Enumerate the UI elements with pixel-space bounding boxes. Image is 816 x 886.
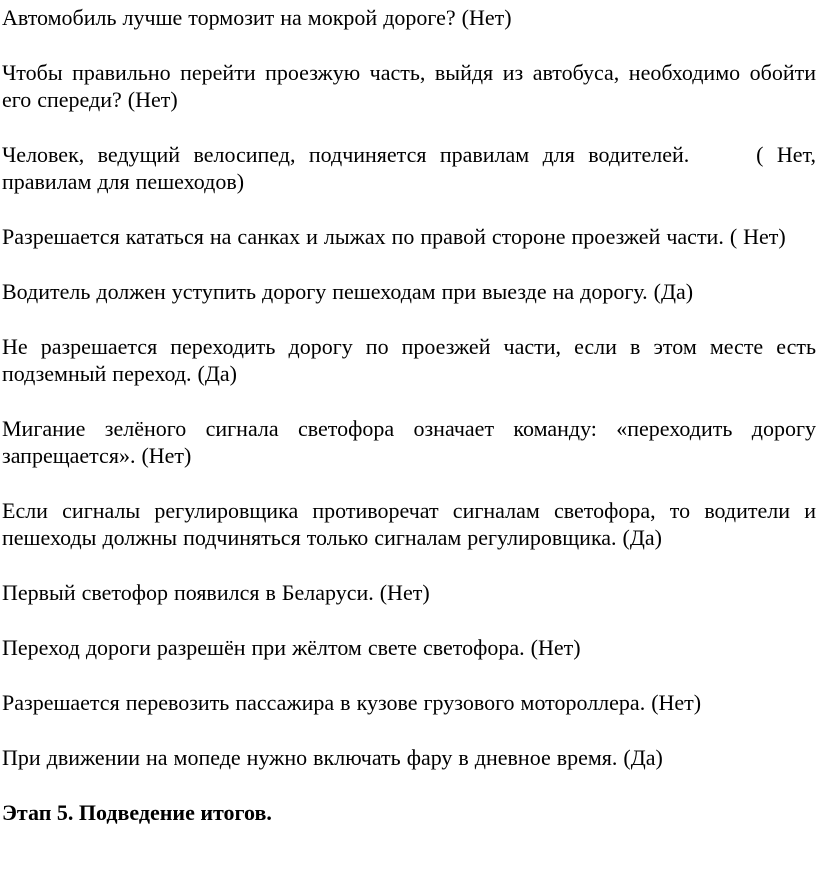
question-10: Переход дороги разрешён при жёлтом свете светофора. (Нет) [2,635,581,660]
question-7: Мигание зелёного сигнала светофора означает команду: «переходить дорогу запрещается». (Нет) [2,416,816,468]
question-3: Человек, ведущий велосипед, подчиняется правилам для водителей. ( Нет, правилам для пешеходов) [2,142,816,194]
question-5: Водитель должен уступить дорогу пешеходам при выезде на дорогу. (Да) [2,279,694,304]
question-4: Разрешается кататься на санках и лыжах по правой стороне проезжей части. ( Нет) [2,224,786,249]
question-9: Первый светофор появился в Беларуси. (Нет) [2,580,430,605]
question-1: Автомобиль лучше тормозит на мокрой дороге? (Нет) [2,5,512,30]
section-heading: Этап 5. Подведение итогов. [2,800,272,825]
question-12: При движении на мопеде нужно включать фару в дневное время. (Да) [2,745,663,770]
question-6: Не разрешается переходить дорогу по проезжей части, если в этом месте есть подземный переход. (Да) [2,334,816,386]
document-body [2,0,816,826]
question-2: Чтобы правильно перейти проезжую часть, выйдя из автобуса, необходимо обойти его спереди? (Нет) [2,60,816,112]
question-8: Если сигналы регулировщика противоречат сигналам светофора, то водители и пешеходы должны подчиняться только сигналам регулировщика. (Да) [2,498,816,550]
question-11: Разрешается перевозить пассажира в кузове грузового мотороллера. (Нет) [2,690,702,715]
